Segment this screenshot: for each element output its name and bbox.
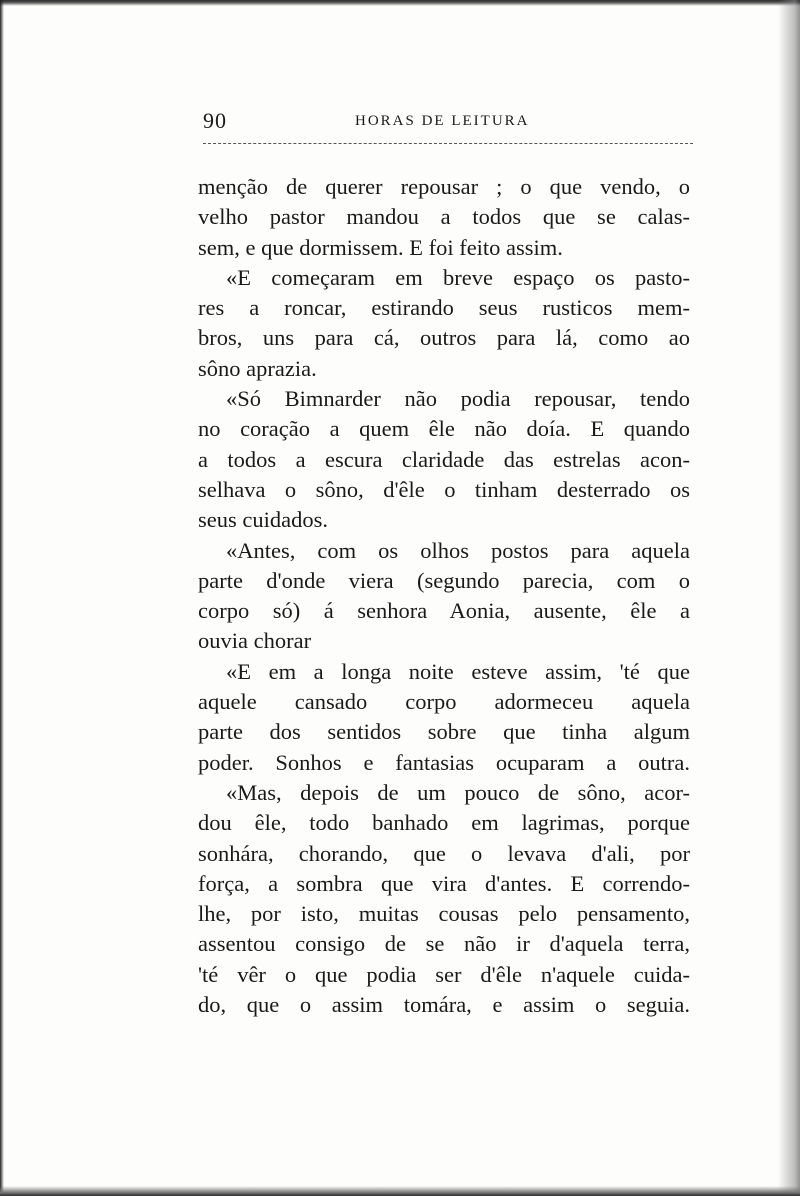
running-title: HORAS DE LEITURA <box>355 113 530 129</box>
body-text <box>198 172 690 1020</box>
text-line: «Antes, com os olhos postos para aquela <box>226 537 690 563</box>
text-line: selhava o sôno, d'êle o tinham desterrado os <box>198 476 690 502</box>
text-line: menção de querer repousar ; o que vendo, o <box>198 174 690 199</box>
text-line: sôno aprazia. <box>198 355 317 381</box>
text-line: lhe, por isto, muitas cousas pelo pensamento, <box>198 901 690 927</box>
text-line: sonhára, chorando, que o levava d'ali, por <box>198 840 690 866</box>
text-line: a todos a escura claridade das estrelas acon- <box>198 446 690 472</box>
scan-edge-right <box>778 0 800 1196</box>
text-line: força, a sombra que vira d'antes. E correndo- <box>198 870 690 896</box>
scan-edge-bottom <box>0 1186 800 1196</box>
text-line: «E em a longa noite esteve assim, 'té que <box>226 658 690 684</box>
page-number: 90 <box>203 108 227 133</box>
scan-edge-left <box>0 0 4 1196</box>
text-line: parte d'onde viera (segundo parecia, com o <box>198 567 690 593</box>
text-line: assentou consigo de se não ir d'aquela terra, <box>198 931 690 957</box>
text-line: res a roncar, estirando seus rusticos mem- <box>198 295 690 321</box>
text-line: poder. Sonhos e fantasias ocuparam a outra. <box>198 749 690 775</box>
text-line: bros, uns para cá, outros para lá, como ao <box>198 325 690 351</box>
text-line: ouvia chorar <box>198 628 312 654</box>
text-line: dou êle, todo banhado em lagrimas, porque <box>198 810 690 836</box>
text-line: 'té vêr o que podia ser d'êle n'aquele cuida- <box>198 961 690 987</box>
text-line: velho pastor mandou a todos que se calas- <box>198 204 690 230</box>
text-line: «Só Bimnarder não podia repousar, tendo <box>226 386 690 412</box>
page-header <box>203 108 693 138</box>
text-line: aquele cansado corpo adormeceu aquela <box>198 689 690 715</box>
header-rule <box>203 143 693 144</box>
text-line: corpo só) á senhora Aonia, ausente, êle a <box>198 598 690 624</box>
text-line: do, que o assim tomára, e assim o seguia. <box>198 992 690 1018</box>
text-line: «E começaram em breve espaço os pasto- <box>226 264 690 290</box>
text-line: seus cuidados. <box>198 507 328 533</box>
text-line: «Mas, depois de um pouco de sôno, acor- <box>226 779 690 805</box>
text-line: no coração a quem êle não doía. E quando <box>198 416 690 442</box>
text-line: parte dos sentidos sobre que tinha algum <box>198 719 690 745</box>
text-line: sem, e que dormissem. E foi feito assim. <box>198 234 563 260</box>
scan-edge-top <box>0 0 800 6</box>
